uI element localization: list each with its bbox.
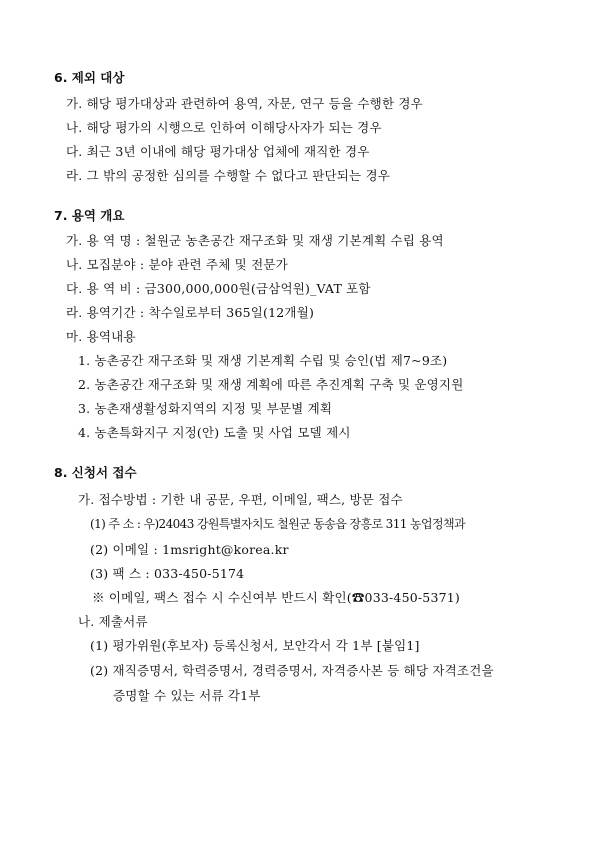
sec7-item-3: 다. 용 역 비 : 금300,000,000원(금삼억원)_VAT 포함 [66,281,371,296]
sec7-content-1: 1. 농촌공간 재구조화 및 재생 기본계획 수립 및 승인(법 제7~9조) [78,353,448,368]
sec8-method: 가. 접수방법 : 기한 내 공문, 우편, 이메일, 팩스, 방문 접수 [78,492,403,507]
sec8-docs-heading: 나. 제출서류 [78,614,148,629]
sec8-address: (1) 주 소 : 우)24043 강원특별자치도 철원군 동송읍 장흥로 311 농업정책과 [90,517,465,531]
sec8-doc-1: (1) 평가위원(후보자) 등록신청서, 보안각서 각 1부 [붙임1] [90,638,420,653]
sec7-content-3: 3. 농촌재생활성화지역의 지정 및 부문별 계획 [78,401,333,416]
sec8-fax: (3) 팩 스 : 033-450-5174 [90,566,245,581]
sec7-item-4: 라. 용역기간 : 착수일로부터 365일(12개월) [66,305,315,320]
sec8-note: ※ 이메일, 팩스 접수 시 수신여부 반드시 확인(☎033-450-5371) [92,590,460,605]
section-7-heading: 7. 용역 개요 [54,208,125,223]
sec7-content-2: 2. 농촌공간 재구조화 및 재생 계획에 따른 추진계획 구축 및 운영지원 [78,377,464,392]
section-6-heading: 6. 제외 대상 [54,70,125,85]
sec8-email: (2) 이메일 : 1msright@korea.kr [90,542,289,557]
sec6-item-2: 나. 해당 평가의 시행으로 인하여 이해당사자가 되는 경우 [66,120,382,135]
sec8-doc-2-line-2: 증명할 수 있는 서류 각1부 [113,688,261,703]
sec7-content-4: 4. 농촌특화지구 지정(안) 도출 및 사업 모델 제시 [78,425,351,440]
section-8-heading: 8. 신청서 접수 [54,465,137,480]
sec6-item-1: 가. 해당 평가대상과 관련하여 용역, 자문, 연구 등을 수행한 경우 [66,96,423,111]
sec6-item-3: 다. 최근 3년 이내에 해당 평가대상 업체에 재직한 경우 [66,144,370,159]
sec8-doc-2-line-1: (2) 재직증명서, 학력증명서, 경력증명서, 자격증사본 등 해당 자격조건을 [90,663,494,678]
sec7-item-1: 가. 용 역 명 : 철원군 농촌공간 재구조화 및 재생 기본계획 수립 용역 [66,233,444,248]
sec7-item-5: 마. 용역내용 [66,329,136,344]
sec6-item-4: 라. 그 밖의 공정한 심의를 수행할 수 없다고 판단되는 경우 [66,168,391,183]
sec7-item-2: 나. 모집분야 : 분야 관련 주체 및 전문가 [66,257,288,272]
